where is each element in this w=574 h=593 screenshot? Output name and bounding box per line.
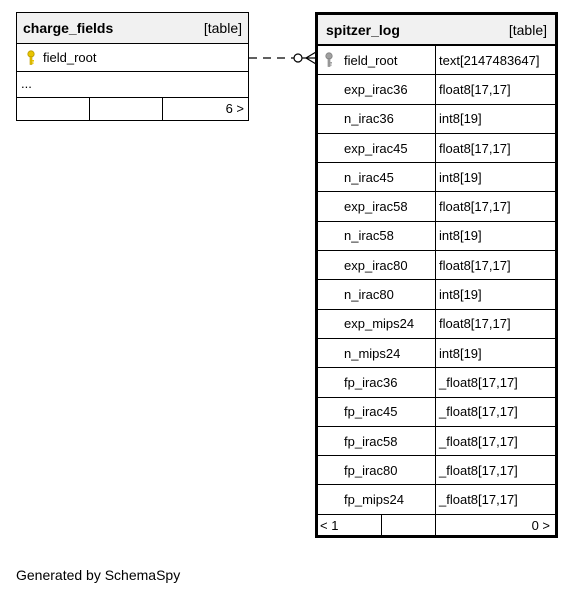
column-row[interactable]: [318, 46, 555, 75]
generated-by-note: Generated by SchemaSpy: [16, 567, 181, 583]
column-name-cell: [318, 134, 436, 162]
column-row[interactable]: [318, 105, 555, 134]
column-list: [318, 46, 555, 515]
column-row[interactable]: [318, 427, 555, 456]
column-name: fp_irac80: [344, 462, 398, 478]
column-name: field_root: [43, 50, 97, 65]
column-row[interactable]: [318, 163, 555, 192]
column-type: int8[19]: [439, 287, 482, 303]
column-row[interactable]: [318, 339, 555, 368]
column-name: n_irac58: [344, 228, 394, 244]
column-row[interactable]: [318, 75, 555, 104]
column-name-cell: [318, 192, 436, 220]
column-type: float8[17,17]: [439, 316, 511, 332]
column-type: _float8[17,17]: [439, 433, 518, 449]
column-type: _float8[17,17]: [439, 404, 518, 420]
column-name-cell: [318, 310, 436, 338]
column-type: int8[19]: [439, 228, 482, 244]
column-name-cell: [318, 222, 436, 250]
footer-middle: [382, 515, 436, 537]
column-type: _float8[17,17]: [439, 492, 518, 508]
column-type: int8[19]: [439, 345, 482, 361]
footer-children[interactable]: 6 >: [225, 101, 244, 116]
footer-children: 0 >: [531, 517, 550, 533]
column-name: n_irac80: [344, 287, 394, 303]
column-name: n_irac36: [344, 111, 394, 127]
table-footer: [318, 515, 555, 537]
column-name: field_root: [344, 52, 398, 68]
column-type: int8[19]: [439, 111, 482, 127]
table-kind: [table]: [203, 20, 242, 36]
column-name-cell: [318, 398, 436, 426]
column-name: exp_mips24: [344, 316, 415, 332]
column-type: _float8[17,17]: [439, 462, 518, 478]
column-name-cell: [318, 339, 436, 367]
column-name-cell: [318, 427, 436, 455]
column-name: n_irac45: [344, 169, 394, 185]
column-name-cell: [318, 368, 436, 396]
column-row[interactable]: [318, 251, 555, 280]
more-columns-ellipsis: ...: [17, 72, 248, 98]
column-name-cell: [318, 280, 436, 308]
table-kind: [table]: [508, 21, 547, 38]
column-type: int8[19]: [439, 169, 482, 185]
column-name: fp_irac36: [344, 374, 398, 390]
column-type: text[2147483647]: [439, 52, 540, 68]
column-name: exp_irac58: [344, 199, 408, 215]
zero-cardinality-circle: [294, 54, 302, 62]
column-type: _float8[17,17]: [439, 374, 518, 390]
column-name: exp_irac80: [344, 257, 408, 273]
column-name: fp_irac58: [344, 433, 398, 449]
column-row[interactable]: [318, 398, 555, 427]
column-name-cell: [318, 485, 436, 513]
column-name: exp_irac36: [344, 81, 408, 97]
table-header: [318, 15, 555, 46]
column-name: fp_mips24: [344, 492, 404, 508]
column-name-cell: [318, 105, 436, 133]
column-type: float8[17,17]: [439, 257, 511, 273]
column-row[interactable]: [318, 368, 555, 397]
column-type: float8[17,17]: [439, 199, 511, 215]
column-row[interactable]: [318, 280, 555, 309]
column-name-cell: [318, 163, 436, 191]
column-row[interactable]: [318, 192, 555, 221]
column-name-cell: [318, 456, 436, 484]
table-name[interactable]: spitzer_log: [326, 21, 400, 38]
column-type: float8[17,17]: [439, 81, 511, 97]
footer-parents[interactable]: < 1: [318, 515, 382, 537]
foreign-key-icon: [318, 52, 340, 68]
column-name-cell: [318, 46, 436, 74]
column-row[interactable]: [318, 485, 555, 514]
column-row[interactable]: [318, 310, 555, 339]
column-row[interactable]: [318, 456, 555, 485]
column-name-cell: [318, 75, 436, 103]
column-row[interactable]: [318, 222, 555, 251]
column-type: float8[17,17]: [439, 140, 511, 156]
column-name: fp_irac45: [344, 404, 398, 420]
column-name: exp_irac45: [344, 140, 408, 156]
table-name[interactable]: charge_fields: [23, 20, 114, 36]
column-row[interactable]: [318, 134, 555, 163]
column-name-cell: [318, 251, 436, 279]
column-name: n_mips24: [344, 345, 401, 361]
table-spitzer-log[interactable]: [315, 12, 558, 538]
